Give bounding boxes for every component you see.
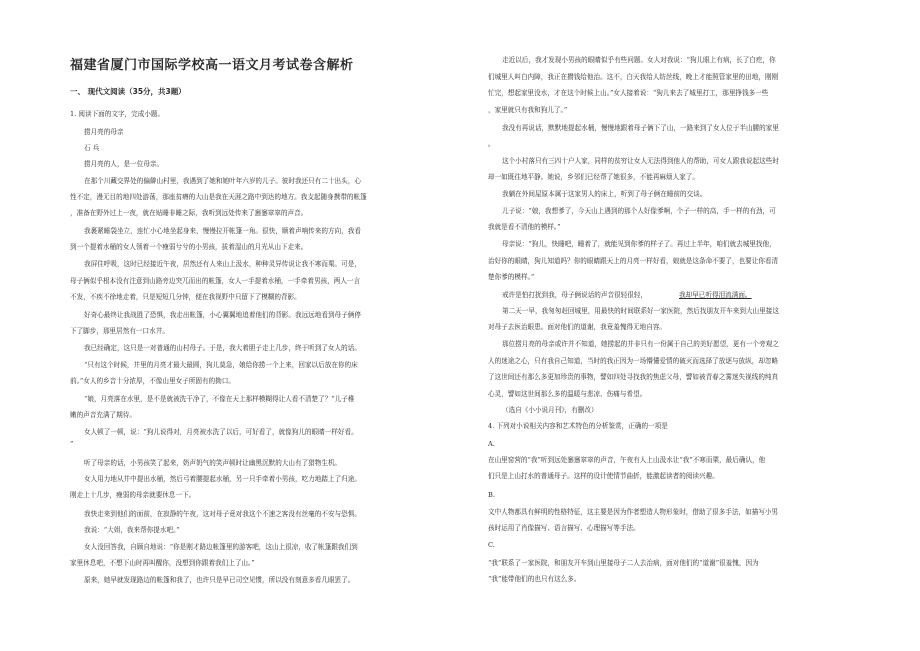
right-line: 那位捞月亮的母亲或许并不知道，她捞起的并非只有一份属于自己的美好愿望，更有一个旁观之 (502, 340, 779, 348)
left-line: “娘，月亮落在水里，是不是就被洗干净了，不像在天上那样模糊得让人看不清楚了？”儿子稚 (84, 395, 355, 403)
right-line: 心灵，譬如这世间那么多的温暖与悲凉、伤痛与希望。 (488, 390, 647, 398)
left-line: 我裹紧睡袋坐立，连忙小心地坐起身来，慢慢拉开帐篷一角。很快，顺着声响传来的方向，我看 (84, 227, 361, 235)
left-line: 女人没回答我，自顾自地说：“你是刚才路边帐篷里的游客吧，这山上很凉，收了帐篷跟我们到 (84, 543, 358, 551)
left-line: 好奇心最终让我战胜了恐惧，我走出帐篷，小心翼翼地追着他们的背影。我远远地看到母子俩停 (84, 311, 361, 319)
left-line: 母子俩似乎根本没有注意到山路旁边突兀而出的帐篷，女人一手提着水桶，一手牵着男孩，两人一言 (70, 277, 361, 285)
left-line: 石 兵 (84, 144, 100, 152)
right-line: 却一如既往地平静。她说，乡邻们已经帮了她很多，不能再麻烦人家了。 (488, 173, 699, 181)
right-line: 治好你的眼睛，狗儿知道吗？你的眼睛跟天上的月亮一样好看，娘就是这条命不要了，也要让你看清 (488, 257, 779, 265)
section-heading: 一、 现代文阅读（35分，共3题） (70, 87, 186, 96)
left-line: 我屏住呼吸，这时已经接近午夜，居然还有人来山上汲水，种种灵异传说让我不寒而栗。可是， (84, 260, 361, 268)
left-line: 我已经确定，这只是一对普通的山村母子。于是，我大着胆子走上几步，终于听到了女人的话。 (84, 344, 361, 352)
left-line: 我说：“大姐，我来帮你提水吧。” (84, 526, 180, 534)
right-line: 文中人物都具有鲜明的性格特征，这主要是因为作者塑造人物形象时，借助了很多手法，如描写小男 (488, 508, 779, 516)
right-line: 们只是上山打水的普通母子。这样的设计使情节曲折，能激起读者的阅读兴趣。 (488, 472, 719, 480)
right-line: 母亲说：“狗儿，快睡吧，睡着了，就能见到你爹的样子了。再过上半年，咱们就去城里找他， (502, 240, 776, 248)
right-line: 对母子去医治眼患。面对他们的道谢，我竟羞愧得无地自容。 (488, 323, 667, 331)
left-line: 刚走上十几步，瘦弱的母亲就要休息一下。 (70, 491, 196, 499)
right-line: 我躺在外间屋原本属于这家男人的床上，听到了母子俩在睡前的交谈。 (502, 190, 707, 198)
left-line: 到一个提着水桶的女人领着一个瘦弱兮兮的小男孩，拔着湿山的月光从山下走来。 (70, 243, 308, 251)
left-line: 嫩的声音充满了期待。 (70, 411, 136, 419)
right-line: “我”联系了一家医院，和朋友开车到山里接母子二人去治病，面对他们的“道谢”很羞愧，因为 (488, 559, 759, 567)
right-line: 在山里窑营的“我”听到远处窸窸窣窣的声音，午夜有人上山汲水让“我”不寒而栗，最后确认，他 (488, 456, 766, 464)
document-title: 福建省厦门市国际学校高一语文月考试卷含解析 (70, 58, 354, 73)
right-line: 们城里人叫白内障，我正在攒钱给他治。这不，白天我给人纺丝线，晚上才能照管家里的田地，刚刚 (488, 73, 779, 81)
right-line: 楚你爹的模样。” (488, 273, 535, 281)
right-line: 儿子说：“娘，我想爹了，今天山上遇到的那个人好像爹啊，个子一样的高，手一样的有劲，可 (502, 207, 776, 215)
right-line: 4. 下列对小说相关内容和艺术特色的分析鉴赏，正确的一项是 (488, 422, 668, 430)
left-line: 1. 阅读下面的文字，完成小题。 (70, 110, 165, 118)
left-line: 女人用力地从井中提出水桶，然后弓着腰提起水桶，另一只手牵着小男孩，吃力地踏上了归途。 (84, 475, 361, 483)
right-line: 走近以后，我才发现小男孩的眼睛似乎有些问题。女人对我说：“狗儿眼上有病，长了白疙，你 (502, 56, 776, 64)
left-line: 家里休息吧，不想下山时再叫醒你，没想到你跟着我们上了山。” (70, 559, 255, 567)
right-line: 戒许是怕打扰到我，母子俩说话的声音很轻很轻， (502, 291, 648, 299)
left-line: 前。”女人的乡音十分浓厚，不像山里女子所固有的拗口。 (70, 377, 235, 385)
right-line: 这个小村落只有三四十户人家，同样的贫穷让女人无法得到他人的帮助，可女人跟我说起这些时 (502, 157, 779, 165)
left-line: 不发，不疾不徐地走着，只是短短几分钟，便在我视野中只留下了模糊的背影。 (70, 293, 301, 301)
left-line: 下了脚步，那里居然有一口水井。 (70, 327, 169, 335)
right-line: 孩时运用了肖像描写、语言描写、心理描写等手法。 (488, 524, 640, 532)
left-line: 女人顿了一顿，说：“狗儿说得对，月亮被水洗了以后，可好看了，就像狗儿的眼睛一样好看。 (84, 428, 358, 436)
left-line: 听了母亲的话，小男孩笑了起来，奶声奶气的笑声顿时让幽黑沉默的大山有了猎物生机。 (84, 459, 342, 467)
right-line: “我”能带他们的也只有这么多。 (488, 575, 581, 583)
left-line: 在那个川藏交界处的偏僻山村里，我遇到了她和她叶年六岁的儿子。彼时我还只有二十出头，心 (84, 177, 361, 185)
underlined-phrase: 我却早已听得泪流满面。 (679, 291, 752, 299)
left-line: 捞月亮的母亲 (84, 128, 124, 136)
left-line: 我快走来到他们的面前，在寂静的午夜，这对母子竟对我这个不速之客没有丝毫的不安与恐惧。 (84, 510, 361, 518)
right-line: 我没有再说话，默默地提起水桶，慢慢地跟着母子俩下了山，一路来到了女人位于半山腰的家里 (502, 124, 779, 132)
left-line: 原来，她早就发现路边的帐篷和我了，也许只是早已司空见惯，所以没有刻意多看几眼罢了。 (84, 576, 355, 584)
right-line: C. (488, 541, 495, 549)
right-line: 了这世间还有那么多更加珍贵的事物，譬如四处寻找我的焦虑父母，譬如被青春之雾迷失视线的纯真 (488, 373, 779, 381)
right-line: A. (488, 440, 495, 448)
right-line: 人的迷途之心，只有我自己知道，当时的我正因为一场懵懂爱情的破灭而选择了放逐与放纵，却忽略 (488, 357, 779, 365)
right-line: ，家里就只有我和狗儿了。” (488, 106, 568, 114)
right-line: 我就是看不清他的模样。” (488, 223, 561, 231)
right-line: 第二天一早，我匆匆赶回城里，用最快的时间联系好一家医院，然后找朋友开车来到大山里接这 (502, 307, 779, 315)
left-line: ” (70, 440, 74, 448)
left-line: “只有这个时候，井里的月亮才最大最圆，狗儿莫急，娘给你捞一个上来，回家以后放在你的床 (84, 361, 358, 369)
right-line: 。 (488, 140, 495, 148)
right-line: （选自《小小说月刊》，有删改） (502, 406, 598, 414)
left-line: ，准备在野外过上一夜，就在贴睡非睡之际，我听到远处传来了窸窸窣窣的声音。 (70, 209, 308, 217)
left-line: 性不定，漫无目的地四处游荡，那座贫瘠的大山是我在天涯之路中到达的地方。我支起随身携带的帐篷 (70, 193, 367, 201)
left-line: 捞月亮的人，是一位母亲。 (84, 160, 164, 168)
right-line: B. (488, 491, 495, 499)
right-line: 忙完，想起家里没水，才在这个时候上山。”女人接着说：“狗儿来去了城里打工，那里挣钱多一些 (488, 89, 769, 97)
